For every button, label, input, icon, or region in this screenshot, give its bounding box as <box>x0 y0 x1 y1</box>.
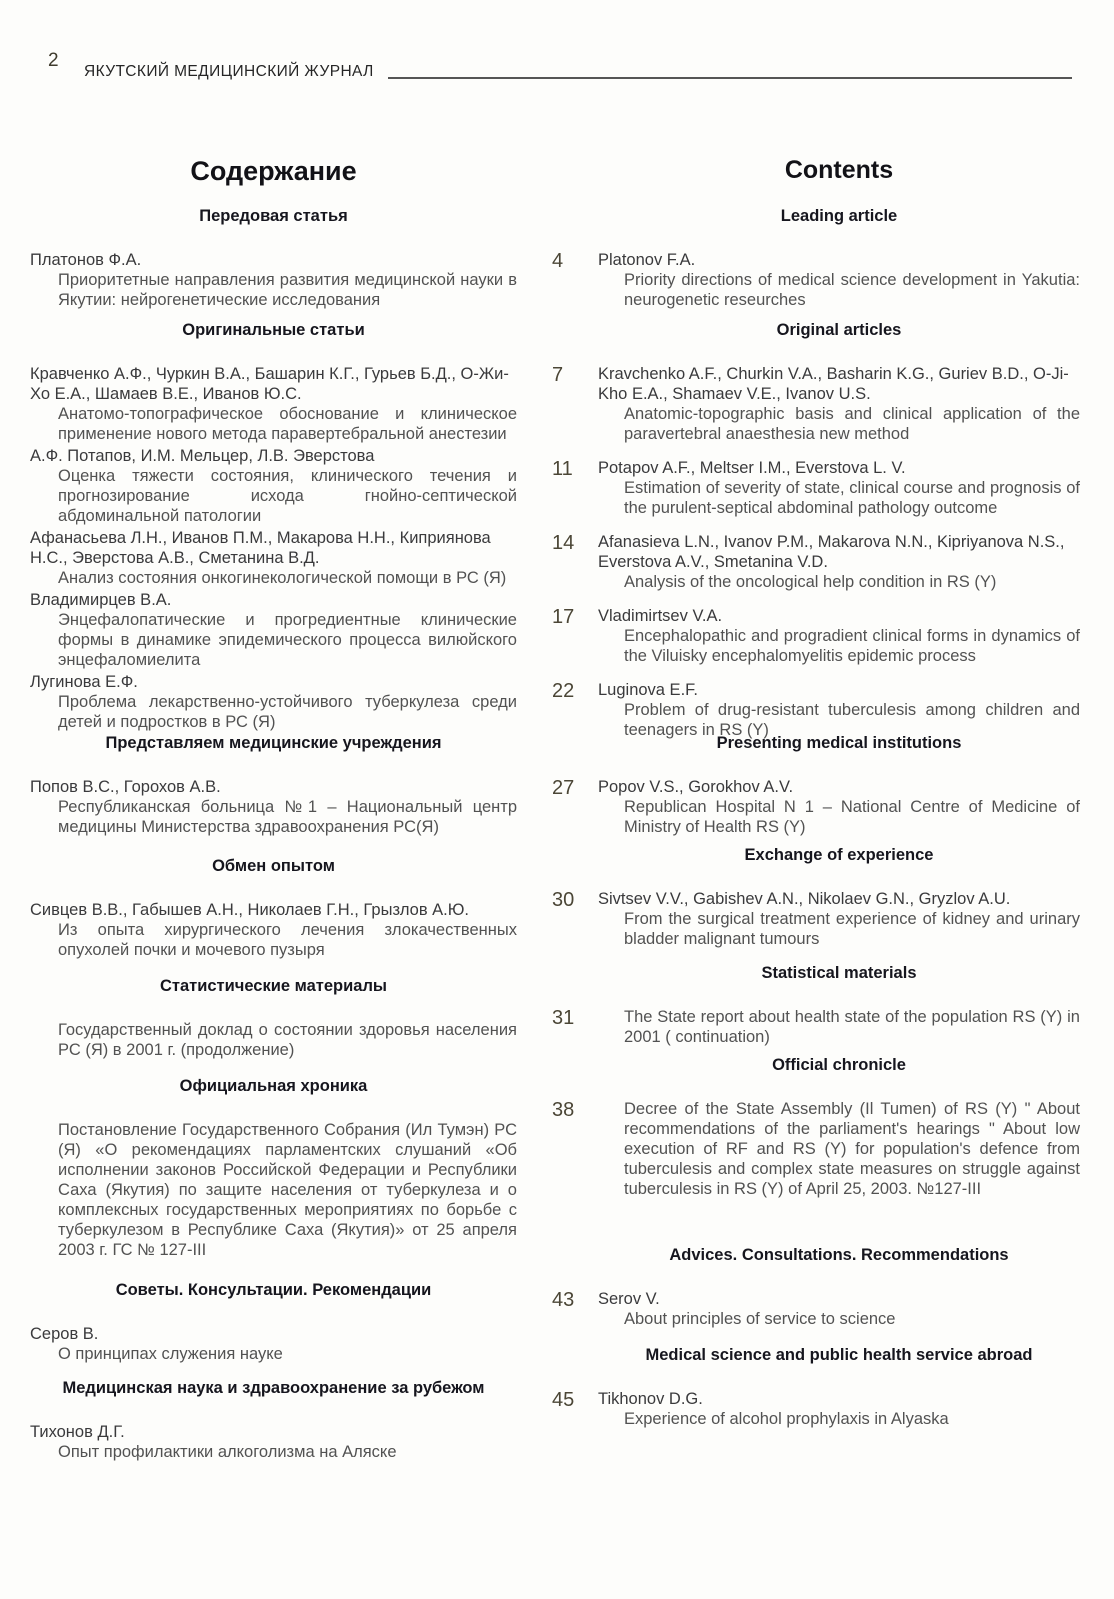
toc-entry <box>552 1289 1080 1329</box>
section-heading: Presenting medical institutions <box>716 734 962 752</box>
entry-title: Энцефалопатические и прогредиентные клинические формы в динамике эпидемического процесса вилюйского энцефаломиелита <box>58 611 517 669</box>
toc-entry <box>30 1422 517 1462</box>
entry-authors: Afanasieva L.N., Ivanov P.M., Makarova N.N., Kipriyanova N.S., Everstova A.V., Smetanina V.D. <box>598 533 1065 571</box>
entry-authors: Кравченко А.Ф., Чуркин В.А., Башарин К.Г., Гурьев Б.Д., О-Жи-Хо Е.А., Шамаев В.Е., Иванов Ю.С. <box>30 365 509 403</box>
entry-authors: Tikhonov D.G. <box>598 1390 703 1408</box>
entry-authors: Сивцев В.В., Габышев А.Н., Николаев Г.Н., Грызлов А.Ю. <box>30 901 470 919</box>
entry-title: Decree of the State Assembly (Il Tumen) of RS (Y) " About recommendations of the parliament's hearings " About low execution of RF and RS (Y) for population's defence from tuberculesis and complex state measures on struggle against tuberculesis in RS (Y) of April 25, 2003. №127-III <box>624 1100 1080 1198</box>
entry-title: Опыт профилактики алкоголизма на Аляске <box>58 1443 397 1461</box>
toc-entry <box>30 900 517 960</box>
entry-authors: Афанасьева Л.Н., Иванов П.М., Макарова Н.Н., Киприянова Н.С., Эверстова А.В., Сметанина В.Д. <box>30 529 491 567</box>
entry-title: About principles of service to science <box>624 1310 896 1328</box>
entry-authors: Sivtsev V.V., Gabishev A.N., Nikolaev G.N., Gryzlov A.U. <box>598 890 1011 908</box>
entry-title: Государственный доклад о состоянии здоровья населения РС (Я) в 2001 г. (продолжение) <box>58 1021 517 1059</box>
entry-page-number: 22 <box>552 680 575 702</box>
toc-entry <box>552 532 1080 592</box>
entry-authors: Серов В. <box>30 1325 99 1343</box>
entry-title: О принципах служения науке <box>58 1345 283 1363</box>
section-presenting-institutions-ru <box>30 733 517 839</box>
entry-title: The State report about health state of the population RS (Y) in 2001 ( continuation) <box>624 1008 1080 1046</box>
toc-entry <box>30 364 517 444</box>
entry-authors: Владимирцев В.А. <box>30 591 172 609</box>
entry-title: Problem of drug-resistant tuberculesis among children and teenagers in RS (Y) <box>624 701 1080 739</box>
toc-entry <box>552 364 1080 444</box>
section-statistical-materials-ru <box>30 976 517 1062</box>
toc-entry <box>30 1120 517 1260</box>
entry-authors: Popov V.S., Gorokhov A.V. <box>598 778 794 796</box>
section-exchange-experience-en <box>552 845 1080 963</box>
section-official-chronicle-ru <box>30 1076 517 1262</box>
entry-authors: Kravchenko A.F., Churkin V.A., Basharin K.G., Guriev B.D., O-Ji-Kho E.A., Shamaev V.E., Ivanov U.S. <box>598 365 1069 403</box>
toc-entry <box>552 1099 1080 1199</box>
toc-entry <box>552 680 1080 740</box>
toc-entry <box>552 1007 1080 1047</box>
section-medical-science-abroad-en <box>552 1345 1080 1443</box>
section-heading: Original articles <box>776 321 902 339</box>
entry-page-number: 17 <box>552 606 575 628</box>
toc-column-russian <box>30 0 517 1599</box>
entry-title: Анализ состояния онкогинекологической помощи в РС (Я) <box>58 569 507 587</box>
entry-title: Experience of alcohol prophylaxis in Alyaska <box>624 1410 949 1428</box>
section-heading: Представляем медицинские учреждения <box>105 734 442 752</box>
entry-title: Из опыта хирургического лечения злокачественных опухолей почки и мочевого пузыря <box>58 921 517 959</box>
entry-authors: Serov V. <box>598 1290 660 1308</box>
section-heading: Official chronicle <box>772 1056 906 1074</box>
entry-page-number: 45 <box>552 1389 575 1411</box>
section-original-articles-en <box>552 320 1080 754</box>
page-number: 2 <box>48 50 59 71</box>
entry-authors: Platonov F.A. <box>598 251 696 269</box>
entry-title: Республиканская больница №1 – Национальный центр медицины Министерства здравоохранения РС(Я) <box>58 798 517 836</box>
entry-authors: Vladimirtsev V.A. <box>598 607 723 625</box>
entry-authors: А.Ф. Потапов, И.М. Мельцер, Л.В. Эверстова <box>30 447 375 465</box>
toc-entry <box>552 1389 1080 1429</box>
toc-entry <box>552 889 1080 949</box>
section-leading-article-ru <box>30 206 517 312</box>
entry-authors: Luginova E.F. <box>598 681 698 699</box>
toc-entry <box>552 606 1080 666</box>
section-heading: Медицинская наука и здравоохранение за рубежом <box>62 1379 485 1397</box>
entry-title: Estimation of severity of state, clinical course and prognosis of the purulent-septical abdominal pathology outcome <box>624 479 1080 517</box>
entry-title: Analysis of the oncological help condition in RS (Y) <box>624 573 997 591</box>
entry-page-number: 7 <box>552 364 564 386</box>
section-exchange-experience-ru <box>30 856 517 962</box>
toc-entry <box>30 528 517 588</box>
column-title-russian: Содержание <box>190 156 357 186</box>
toc-entry <box>30 1020 517 1060</box>
section-medical-science-abroad-ru <box>30 1378 517 1464</box>
entry-title: Анатомо-топографическое обоснование и клиническое применение нового метода паравертебральной анестезии <box>58 405 517 443</box>
entry-title: Оценка тяжести состояния, клинического течения и прогнозирование исхода гнойно-септической абдоминальной патологии <box>58 467 517 525</box>
section-statistical-materials-en <box>552 963 1080 1061</box>
entry-page-number: 4 <box>552 250 564 272</box>
entry-title: Приоритетные направления развития медицинской науки в Якутии: нейрогенетические исследования <box>58 271 517 309</box>
toc-entry <box>552 458 1080 518</box>
entry-title: Encephalopathic and progradient clinical forms in dynamics of the Viluisky encephalomyelitis epidemic process <box>624 627 1080 665</box>
journal-title: ЯКУТСКИЙ МЕДИЦИНСКИЙ ЖУРНАЛ <box>84 63 374 80</box>
section-heading: Exchange of experience <box>744 846 934 864</box>
section-heading: Advices. Consultations. Recommendations <box>669 1246 1009 1264</box>
entry-authors: Тихонов Д.Г. <box>30 1423 125 1441</box>
toc-entry <box>552 777 1080 837</box>
entry-page-number: 27 <box>552 777 575 799</box>
entry-authors: Лугинова Е.Ф. <box>30 673 138 691</box>
entry-title: Постановление Государственного Собрания (Ил Тумэн) РС (Я) «О рекомендациях парламентских слушаний «Об исполнении законов Российской Федерации и Республики Саха (Якутия) по защите населения от туберкулеза и о комплексных государственных мероприятиях по борьбе с туберкулезом в Республике Саха (Якутия)» от 25 апреля 2003 г. ГС № 127-III <box>58 1121 517 1259</box>
toc-entry <box>30 250 517 310</box>
toc-entry <box>30 446 517 526</box>
entry-page-number: 30 <box>552 889 575 911</box>
entry-page-number: 11 <box>552 458 573 480</box>
section-original-articles-ru <box>30 320 517 734</box>
entry-page-number: 38 <box>552 1099 575 1121</box>
section-heading: Medical science and public health service abroad <box>645 1346 1033 1364</box>
entry-title: Republican Hospital N 1 – National Centre of Medicine of Ministry of Health RS (Y) <box>624 798 1080 836</box>
entry-page-number: 31 <box>552 1007 575 1029</box>
toc-column-english <box>552 0 1080 1599</box>
entry-authors: Попов В.С., Горохов А.В. <box>30 778 221 796</box>
entry-title: Priority directions of medical science development in Yakutia: neurogenetic reseurches <box>624 271 1080 309</box>
section-official-chronicle-en <box>552 1055 1080 1213</box>
toc-entry <box>30 777 517 837</box>
entry-page-number: 43 <box>552 1289 575 1311</box>
toc-entry <box>30 1324 517 1364</box>
entry-title: Проблема лекарственно-устойчивого туберкулеза среди детей и подростков в РС (Я) <box>58 693 517 731</box>
entry-title: Anatomic-topographic basis and clinical application of the paravertebral anaesthesia new method <box>624 405 1080 443</box>
section-heading: Обмен опытом <box>212 857 335 875</box>
section-heading: Официальная хроника <box>179 1077 368 1095</box>
section-advices-en <box>552 1245 1080 1343</box>
toc-entry <box>30 590 517 670</box>
entry-authors: Платонов Ф.А. <box>30 251 142 269</box>
section-heading: Статистические материалы <box>159 977 388 995</box>
section-advices-ru <box>30 1280 517 1366</box>
section-heading: Передовая статья <box>199 207 348 225</box>
section-presenting-institutions-en <box>552 733 1080 851</box>
entry-title: From the surgical treatment experience of kidney and urinary bladder malignant tumours <box>624 910 1080 948</box>
column-title-english: Contents <box>784 156 894 184</box>
entry-page-number: 14 <box>552 532 575 554</box>
section-heading: Оригинальные статьи <box>182 321 365 339</box>
entry-authors: Potapov A.F., Meltser I.M., Everstova L. V. <box>598 459 906 477</box>
toc-entry <box>30 672 517 732</box>
section-heading: Советы. Консультации. Рекомендации <box>115 1281 432 1299</box>
toc-entry <box>552 250 1080 310</box>
section-heading: Statistical materials <box>761 964 917 982</box>
section-heading: Leading article <box>780 207 898 225</box>
section-leading-article-en <box>552 206 1080 324</box>
